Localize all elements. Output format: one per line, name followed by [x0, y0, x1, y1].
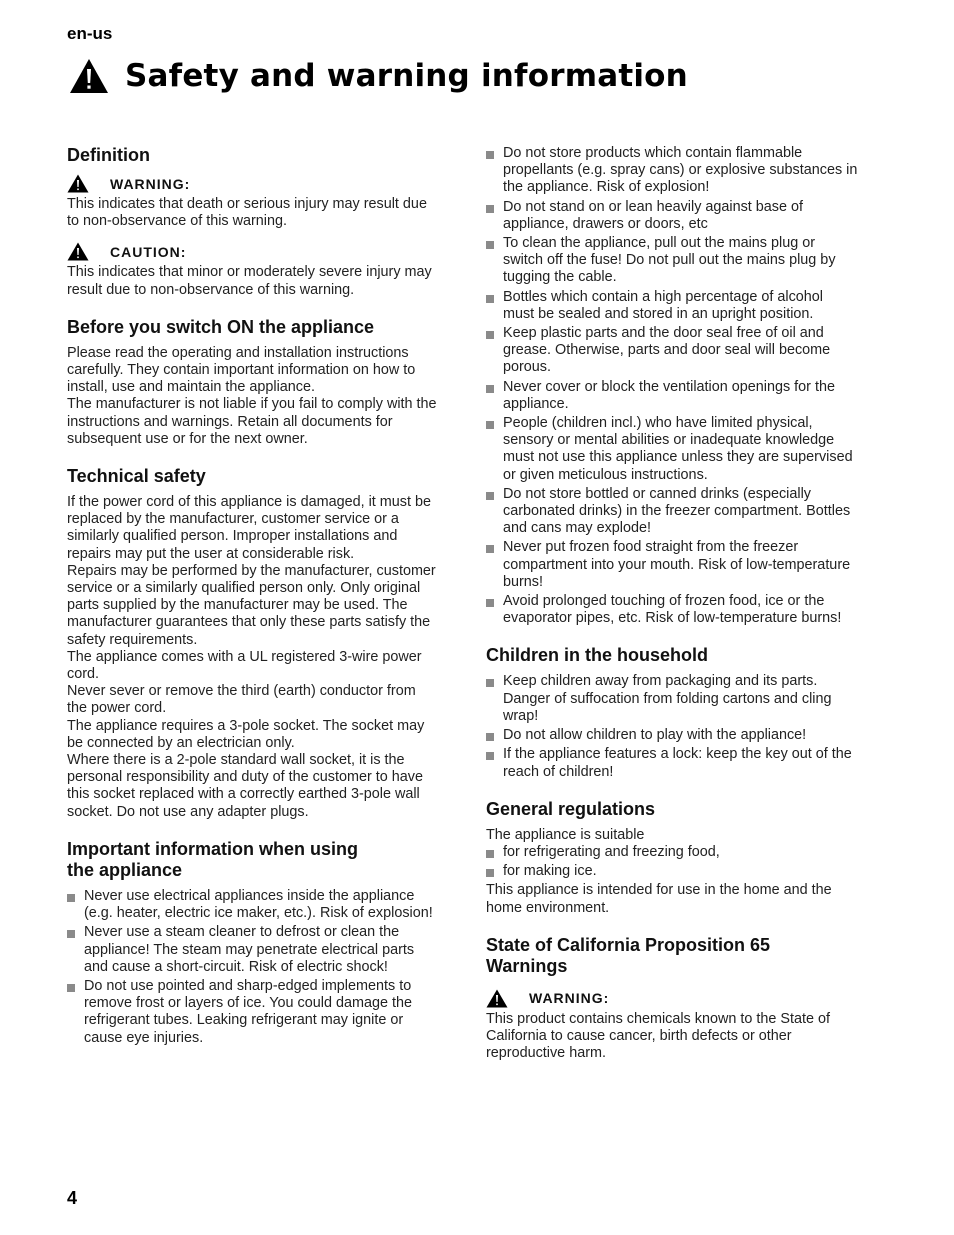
bullet-icon — [486, 492, 494, 500]
section-heading-children: Children in the household — [486, 645, 708, 666]
section-heading-important: Important information when using the appliance — [67, 838, 358, 880]
bullet-icon — [486, 850, 494, 858]
list-item: Avoid prolonged touching of frozen food, ice or the evaporator pipes, etc. Risk of low-temperature burns! — [486, 593, 858, 627]
list-item: Do not store bottled or canned drinks (especially carbonated drinks) in the freezer compartment. Bottles and cans may explode! — [486, 486, 858, 538]
children-list — [486, 673, 858, 780]
list-item: To clean the appliance, pull out the mains plug or switch off the fuse! Do not pull out the mains plug by tugging the cable. — [486, 235, 858, 287]
bullet-icon — [486, 241, 494, 249]
page-title — [69, 58, 688, 94]
section-heading-california: State of California Proposition 65 Warnings — [486, 934, 771, 976]
list-item: Never put frozen food straight from the freezer compartment into your mouth. Risk of low-temperature burns! — [486, 539, 858, 591]
page-heading: Safety and warning information — [125, 58, 688, 94]
general-list — [486, 844, 858, 880]
list-item: Do not stand on or lean heavily against base of appliance, drawers or doors, etc — [486, 199, 858, 233]
section-important-information — [67, 839, 439, 1047]
bullet-icon — [486, 295, 494, 303]
bullet-icon — [486, 679, 494, 687]
paragraph: Please read the operating and installation instructions carefully. They contain important information on how to install, use and maintain the appliance. — [67, 344, 416, 396]
bullet-icon — [67, 930, 75, 938]
list-item: If the appliance features a lock: keep the key out of the reach of children! — [486, 746, 858, 780]
bullet-icon — [486, 151, 494, 159]
warning-label — [67, 174, 439, 193]
important-list — [67, 888, 439, 1047]
warning-label — [486, 989, 858, 1008]
section-important-continued — [486, 145, 858, 627]
section-technical-safety — [67, 466, 439, 821]
warning-icon — [67, 174, 89, 193]
paragraph: If the power cord of this appliance is damaged, it must be replaced by the manufacturer, customer service or a similarly qualified person. Improper installations and repairs may put the user at considerable risk. — [67, 494, 431, 562]
list-item: for making ice. — [486, 863, 858, 880]
list-item: Keep plastic parts and the door seal free of oil and grease. Otherwise, parts and door seal will become porous. — [486, 325, 858, 377]
list-item: Never cover or block the ventilation openings for the appliance. — [486, 379, 858, 413]
bullet-icon — [67, 894, 75, 902]
caution-label — [67, 242, 439, 261]
section-before-switch-on — [67, 317, 439, 448]
bullet-icon — [486, 545, 494, 553]
left-column — [67, 145, 439, 1065]
paragraph: Repairs may be performed by the manufacturer, customer service or a similarly qualified person only. Only original parts supplied by the manufacturer may be used. The manufacturer guarantees that only these parts satisfy the safety requirements. — [67, 562, 436, 648]
list-item: Do not use pointed and sharp-edged implements to remove frost or layers of ice. You could damage the refrigerant tubes. Leaking refrigerant may ignite or cause eye injuries. — [67, 978, 439, 1047]
section-heading-technical: Technical safety — [67, 466, 206, 487]
warning-icon — [486, 989, 508, 1008]
bullet-icon — [486, 421, 494, 429]
bullet-icon — [486, 385, 494, 393]
paragraph: This appliance is intended for use in the home and the home environment. — [486, 882, 832, 916]
list-item: Keep children away from packaging and its parts. Danger of suffocation from folding cartons and cling wrap! — [486, 673, 858, 725]
bullet-icon — [486, 869, 494, 877]
bullet-icon — [486, 205, 494, 213]
bullet-icon — [486, 733, 494, 741]
caution-icon — [67, 242, 89, 261]
bullet-icon — [486, 331, 494, 339]
list-item: Bottles which contain a high percentage of alcohol must be sealed and stored in an upright position. — [486, 289, 858, 323]
section-california-prop65 — [486, 935, 858, 1063]
warning-triangle-icon — [69, 58, 109, 94]
warning-label-text: WARNING: — [110, 175, 191, 192]
bullet-icon — [486, 752, 494, 760]
language-code: en-us — [67, 24, 113, 43]
bullet-icon — [67, 984, 75, 992]
warning-description: This indicates that death or serious injury may result due to non-observance of this warning. — [67, 196, 427, 230]
section-heading-general: General regulations — [486, 798, 656, 819]
list-item: People (children incl.) who have limited physical, sensory or mental abilities or inadequate knowledge must not use this appliance unless they are supervised or given meticulous instructions. — [486, 415, 858, 484]
paragraph: The manufacturer is not liable if you fail to comply with the instructions and warnings. Retain all documents for subsequent use or for the next owner. — [67, 396, 437, 447]
list-item: Do not allow children to play with the appliance! — [486, 727, 858, 744]
list-item: Never use a steam cleaner to defrost or clean the appliance! The steam may penetrate electrical parts and cause a short-circuit. Risk of electric shock! — [67, 924, 439, 976]
bullet-icon — [486, 599, 494, 607]
section-children — [486, 645, 858, 780]
caution-description: This indicates that minor or moderately severe injury may result due to non-observance of this warning. — [67, 264, 432, 298]
paragraph: The appliance comes with a UL registered 3-wire power cord. — [67, 648, 422, 683]
paragraph: The appliance is suitable — [486, 826, 645, 843]
right-column — [486, 145, 858, 1080]
section-general-regulations — [486, 799, 858, 917]
page-number: 4 — [67, 1188, 78, 1208]
paragraph: Never sever or remove the third (earth) conductor from the power cord. — [67, 683, 416, 717]
important-list-continued — [486, 145, 858, 627]
section-definition — [67, 145, 439, 299]
list-item: Never use electrical appliances inside the appliance (e.g. heater, electric ice maker, etc.). Risk of explosion! — [67, 888, 439, 922]
list-item: Do not store products which contain flammable propellants (e.g. spray cans) or explosive substances in the appliance. Risk of explosion! — [486, 145, 858, 197]
paragraph: The appliance requires a 3-pole socket. The socket may be connected by an electrician only. — [67, 717, 425, 751]
list-item: for refrigerating and freezing food, — [486, 844, 858, 861]
warning-label-text: WARNING: — [529, 990, 610, 1007]
paragraph: This product contains chemicals known to the State of California to cause cancer, birth defects or other reproductive harm. — [486, 1010, 830, 1062]
paragraph: Where there is a 2-pole standard wall socket, it is the personal responsibility and duty of the customer to have this socket replaced with a correctly earthed 3-pole wall socket. Do not use any adapter plugs. — [67, 752, 423, 820]
section-heading-definition: Definition — [67, 145, 150, 165]
section-heading-before: Before you switch ON the appliance — [67, 316, 375, 337]
caution-label-text: CAUTION: — [110, 243, 187, 260]
